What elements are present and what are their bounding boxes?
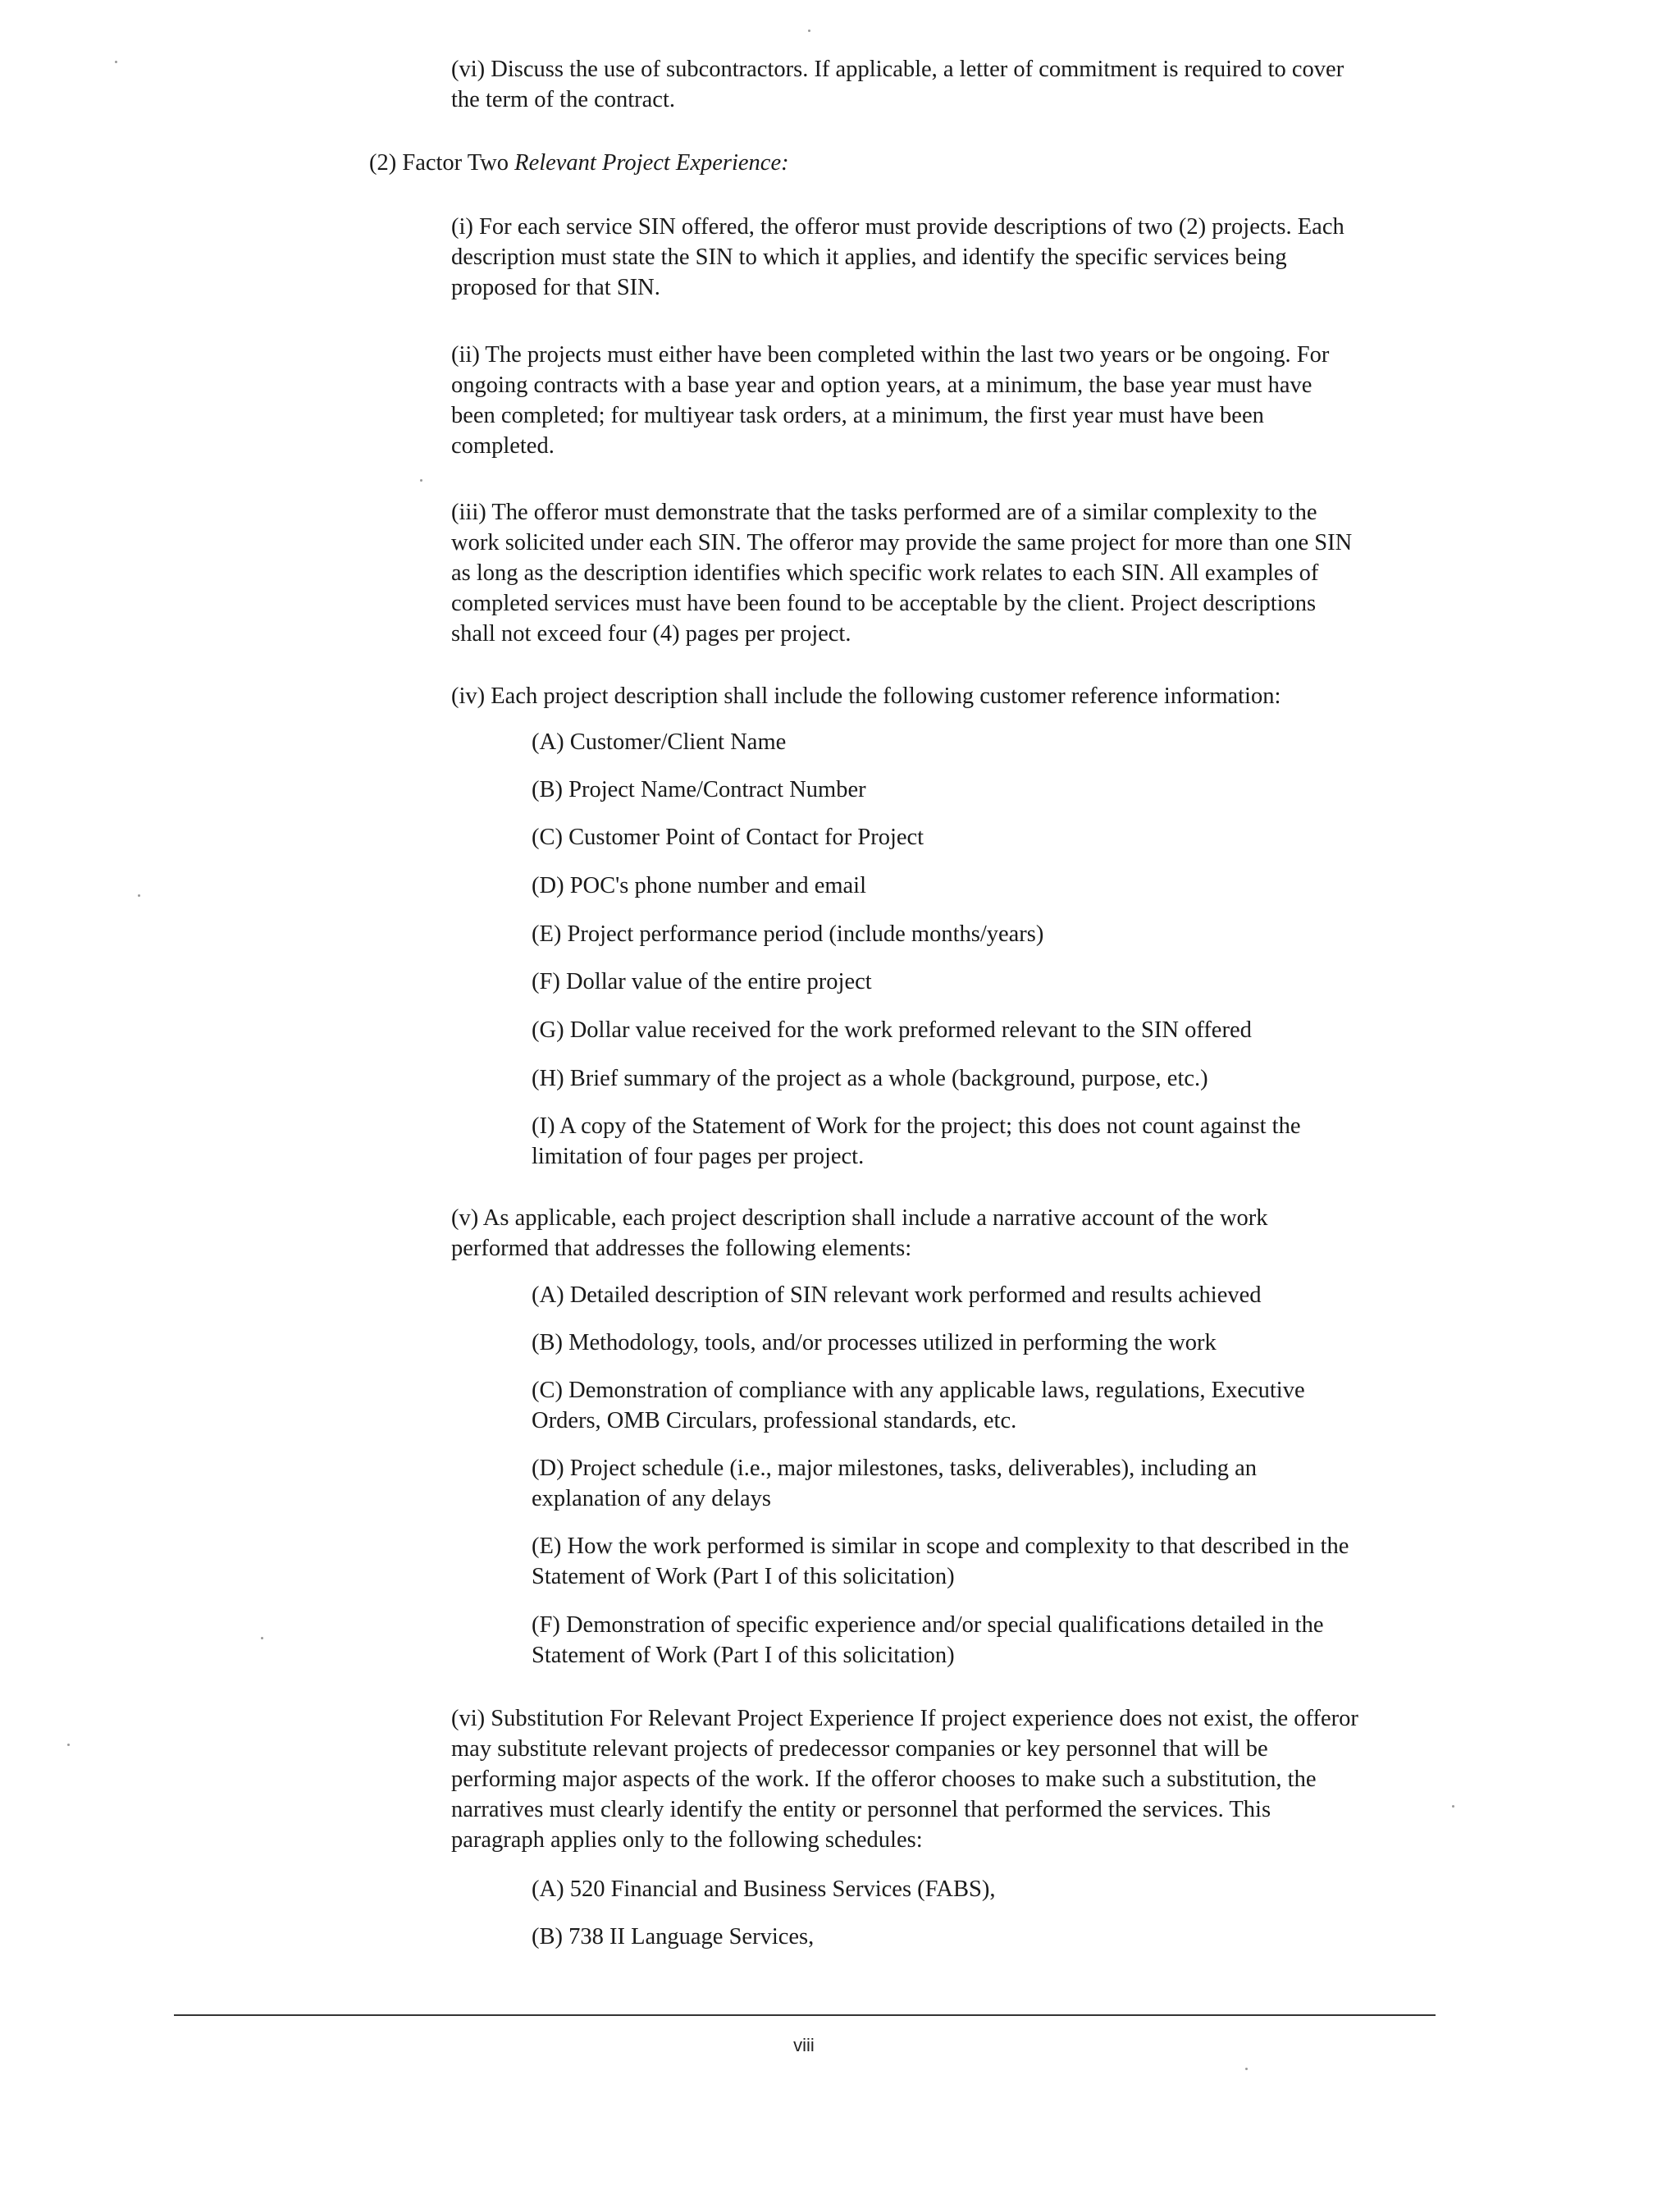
- iv-item-a: (A) Customer/Client Name: [532, 729, 787, 755]
- iv-item-c: (C) Customer Point of Contact for Project: [532, 825, 924, 850]
- page-number: viii: [793, 2035, 815, 2055]
- factor2-heading: [369, 148, 1354, 178]
- scan-speck: [808, 30, 810, 32]
- v-item-c: (C) Demonstration of compliance with any applicable laws, regulations, Executive Orders, OMB Circulars, professional standards, etc.: [532, 1378, 1305, 1433]
- scan-speck: [261, 1637, 263, 1639]
- iv-item-g: (G) Dollar value received for the work preformed relevant to the SIN offered: [532, 1017, 1252, 1043]
- v-item-d: (D) Project schedule (i.e., major milestones, tasks, deliverables), including an explanation of any delays: [532, 1456, 1258, 1511]
- iv-item-f: (F) Dollar value of the entire project: [532, 969, 872, 994]
- vi-item-b: (B) 738 II Language Services,: [532, 1924, 815, 1950]
- v-item-a: (A) Detailed description of SIN relevant work performed and results achieved: [532, 1282, 1262, 1308]
- scan-speck: [420, 479, 422, 482]
- v-item-e: (E) How the work performed is similar in scope and complexity to that described in the Statement of Work (Part I of this solicitation): [532, 1534, 1349, 1589]
- iv-item-d: (D) POC's phone number and email: [532, 873, 867, 898]
- iv-item-i: (I) A copy of the Statement of Work for the project; this does not count against the limitation of four pages per project.: [532, 1113, 1301, 1169]
- footer-rule: [174, 2014, 1436, 2016]
- scan-speck: [115, 61, 117, 63]
- scan-speck: [1452, 1805, 1454, 1808]
- paragraph-ii: (ii) The projects must either have been completed within the last two years or be ongoing. For ongoing contracts with a base year and option years, at a minimum, the base year must have been completed; for multiyear task orders, at a minimum, the first year must have been completed.: [451, 342, 1330, 459]
- paragraph-iii: (iii) The offeror must demonstrate that the tasks performed are of a similar complexity to the work solicited under each SIN. The offeror may provide the same project for more than one SIN as long as the description identifies which specific work relates to each SIN. All examples of completed services must have been found to be acceptable by the client. Project descriptions shall not exceed four (4) pages per project.: [451, 500, 1353, 647]
- iv-item-e: (E) Project performance period (include months/years): [532, 921, 1044, 947]
- paragraph-iv: (iv) Each project description shall include the following customer reference information:: [451, 683, 1281, 709]
- paragraph-vi: (vi) Substitution For Relevant Project Experience If project experience does not exist, the offeror may substitute relevant projects of predecessor companies or key personnel that will be performing major aspects of the work. If the offeror chooses to make such a substitution, the narratives must clearly identify the entity or personnel that performed the services. This paragraph applies only to the following schedules:: [451, 1706, 1358, 1853]
- scan-speck: [138, 894, 140, 897]
- paragraph-i: (i) For each service SIN offered, the offeror must provide descriptions of two (2) projects. Each description must state the SIN to which it applies, and identify the specific services being proposed for that SIN.: [451, 214, 1344, 300]
- v-item-b: (B) Methodology, tools, and/or processes utilized in performing the work: [532, 1330, 1217, 1355]
- vi-item-a: (A) 520 Financial and Business Services (FABS),: [532, 1876, 996, 1902]
- factor2-heading-prefix: (2) Factor Two: [369, 150, 515, 176]
- scan-speck: [1245, 2068, 1248, 2070]
- iv-item-b: (B) Project Name/Contract Number: [532, 777, 866, 802]
- factor2-heading-title: Relevant Project Experience:: [514, 150, 789, 176]
- factor1-paragraph-vi: (vi) Discuss the use of subcontractors. If applicable, a letter of commitment is required to cover the term of the contract.: [451, 57, 1344, 112]
- v-item-f: (F) Demonstration of specific experience and/or special qualifications detailed in the Statement of Work (Part I of this solicitation): [532, 1612, 1324, 1668]
- scan-speck: [67, 1744, 70, 1746]
- paragraph-v: (v) As applicable, each project description shall include a narrative account of the work performed that addresses the following elements:: [451, 1205, 1268, 1261]
- iv-item-h: (H) Brief summary of the project as a whole (background, purpose, etc.): [532, 1066, 1208, 1091]
